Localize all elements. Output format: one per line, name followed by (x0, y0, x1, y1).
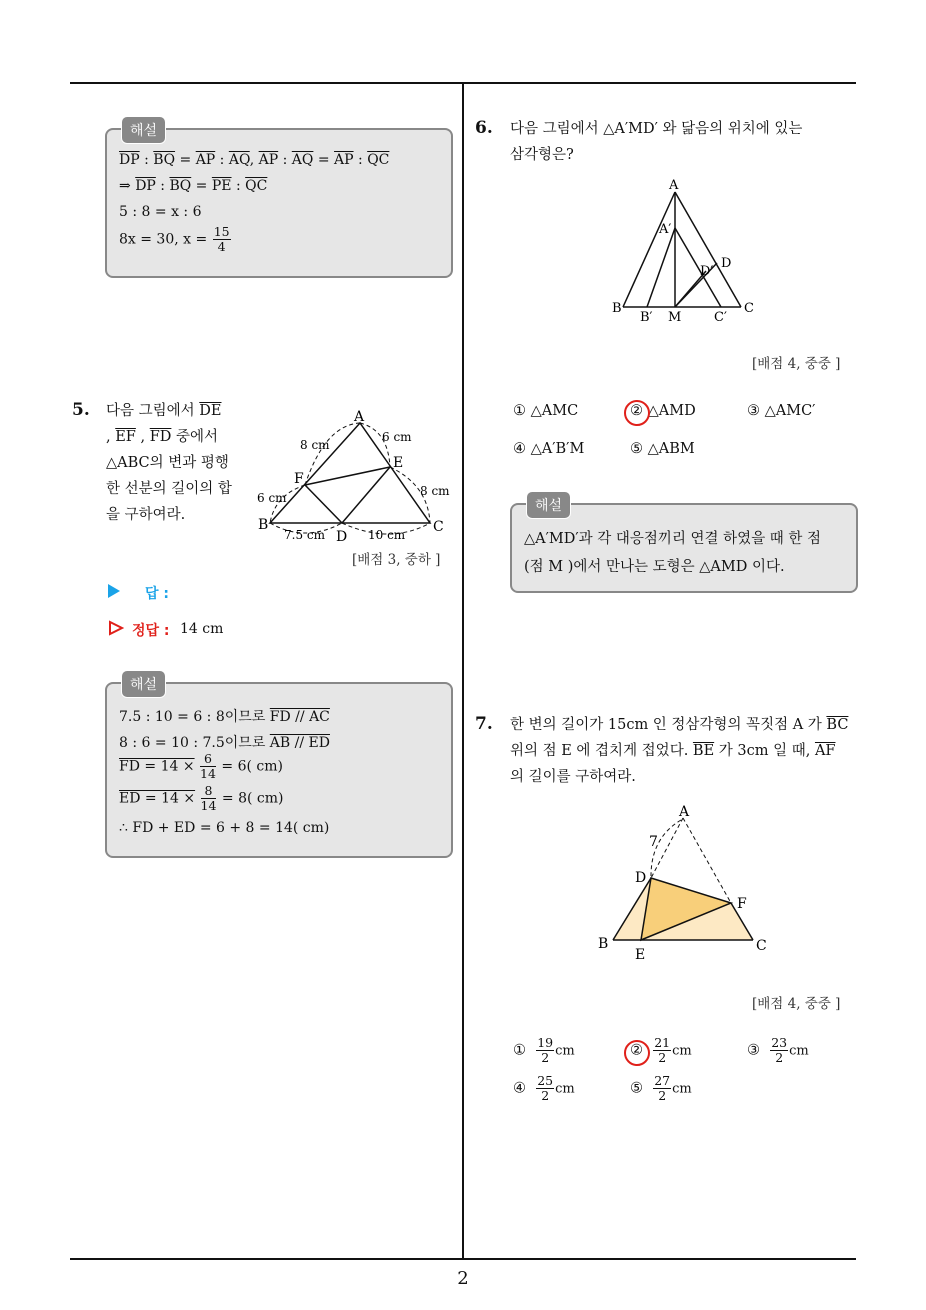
question-5-text: 다음 그림에서 $\overline{DE}$ , $\overline{EF}$ , $\overline{FD}$ 중에서 △ABC의 변과 평행 한 선분의 길이의 합 을 구하여라. (106, 403, 232, 523)
fraction: $\frac{19}{2}$ (537, 1035, 554, 1065)
label-c: C (744, 301, 754, 316)
solution-line: 8 : 6 = 10 : 7.5이므로 AB // ED (119, 735, 330, 751)
solution-box-q6 (510, 498, 858, 593)
answer-label: 답 : (145, 586, 169, 602)
fraction: $\frac{15}{4}$ (213, 224, 230, 254)
length-bd: 7.5 cm (284, 528, 325, 542)
question-number-7: 7. (475, 714, 493, 734)
solution-line: △A′MD′과 각 대응점끼리 연결 하였을 때 한 점 (524, 531, 822, 547)
question-7-text: 한 변의 길이가 15cm 인 정삼각형의 꼭짓점 A 가 $\overline{BC}$ 위의 점 E 에 겹치게 접었다. $\overline{BE}$ 가 3cm 일 때, $\overline{AF}$ 의 길이를 구하여라. (510, 717, 849, 785)
fraction: $\frac{23}{2}$ (771, 1035, 788, 1065)
choice-4[interactable]: ④ △A′B′M (513, 441, 585, 457)
fraction: $\frac{25}{2}$ (537, 1073, 554, 1103)
choice-1[interactable]: ① $\frac{19}{2}$ cm (513, 1035, 575, 1065)
correct-answer-label: 정답 : (132, 623, 170, 639)
label-b: B (258, 517, 269, 533)
solution-tab: 해설 (121, 116, 166, 144)
selected-mark-icon (624, 400, 650, 426)
label-c-prime: C′ (714, 310, 727, 325)
label-e: E (635, 947, 646, 963)
score-q7: [배점 4, 중중 ] (752, 996, 841, 1012)
solution-box-q4 (105, 123, 453, 278)
label-d: D (336, 529, 348, 545)
label-d: D (635, 870, 647, 886)
label-b-prime: B′ (640, 310, 653, 325)
correct-answer-value: 14 cm (180, 621, 224, 637)
label-e: E (393, 455, 404, 471)
label-a: A (679, 804, 690, 820)
solution-line: 8x = 30, x = $\frac{15}{4}$ (119, 224, 230, 254)
question-number-5: 5. (72, 400, 90, 420)
bottom-rule (70, 1258, 856, 1260)
question-number-6: 6. (475, 118, 493, 138)
label-f: F (737, 896, 747, 912)
label-c: C (433, 519, 444, 535)
label-m: M (668, 310, 682, 325)
score-q6: [배점 4, 중중 ] (752, 356, 841, 372)
fraction: $\frac{6}{14}$ (200, 751, 216, 781)
length-dc: 10 cm (368, 528, 406, 542)
correct-arrow-icon (108, 620, 124, 636)
fraction: $\frac{8}{14}$ (200, 783, 217, 813)
solution-box-q5 (105, 677, 453, 858)
label-a: A (354, 409, 365, 425)
label-d-prime: D′ (700, 264, 714, 279)
choice-4[interactable]: ④ $\frac{25}{2}$ cm (513, 1073, 575, 1103)
fraction: $\frac{27}{2}$ (654, 1073, 671, 1103)
choice-3[interactable]: ③ △AMC′ (747, 403, 816, 419)
selected-mark-icon (624, 1040, 650, 1066)
label-c: C (756, 938, 767, 954)
length-bf: 6 cm (257, 491, 287, 505)
choice-5[interactable]: ⑤ △ABM (630, 441, 695, 457)
solution-line: (점 M )에서 만나는 도형은 △AMD 이다. (524, 559, 785, 575)
page-number: 2 (457, 1268, 469, 1289)
triangle-figure-q5 (250, 405, 460, 545)
length-af: 8 cm (300, 438, 330, 452)
label-a: A (669, 178, 679, 193)
label-seven: 7 (649, 834, 658, 850)
length-ec: 8 cm (420, 484, 450, 498)
triangle-figure-q6 (605, 175, 765, 330)
label-d: D (721, 256, 732, 271)
solution-tab: 해설 (526, 491, 571, 519)
column-divider (462, 82, 464, 1259)
label-b: B (598, 936, 609, 952)
solution-line: 5 : 8 = x : 6 (119, 204, 202, 220)
label-b: B (612, 301, 622, 316)
score-q5: [배점 3, 중하 ] (352, 552, 441, 568)
fraction: $\frac{21}{2}$ (654, 1035, 671, 1065)
choice-5[interactable]: ⑤ $\frac{27}{2}$ cm (630, 1073, 692, 1103)
solution-tab: 해설 (121, 670, 166, 698)
label-f: F (294, 471, 304, 487)
choice-3[interactable]: ③ $\frac{23}{2}$ cm (747, 1035, 809, 1065)
solution-line: FD = 14 × $\frac{6}{14}$ = 6( cm) (119, 751, 283, 781)
choice-2[interactable]: ② $\frac{21}{2}$ cm (630, 1035, 692, 1065)
solution-line: ∴ FD + ED = 6 + 8 = 14( cm) (119, 820, 330, 836)
solution-line: ⇒ $\overline{DP}$ : $\overline{BQ} = \overline{PE}$ : $\overline{QC}$ (119, 178, 268, 194)
choice-2[interactable]: ② △AMD (630, 403, 696, 419)
solution-line: 7.5 : 10 = 6 : 8이므로 FD // AC (119, 709, 330, 725)
question-6-text: 다음 그림에서 △A′MD′ 와 닮음의 위치에 있는 삼각형은? (510, 121, 803, 163)
choice-1[interactable]: ① △AMC (513, 403, 579, 419)
folded-triangle-figure-q7 (593, 800, 773, 965)
answer-arrow-icon (108, 584, 120, 598)
solution-line: ED = 14 × $\frac{8}{14}$ = 8( cm) (119, 783, 284, 813)
solution-line: $\overline{DP}$ : $\overline{BQ} = \overline{AP}$ : $\overline{AQ}$, $\overline{AP}$ : $\overline{AQ} = \overline{AP}$ : $\overline{QC}$ (119, 152, 390, 168)
label-a-prime: A′ (659, 222, 672, 237)
length-ae: 6 cm (382, 430, 412, 444)
